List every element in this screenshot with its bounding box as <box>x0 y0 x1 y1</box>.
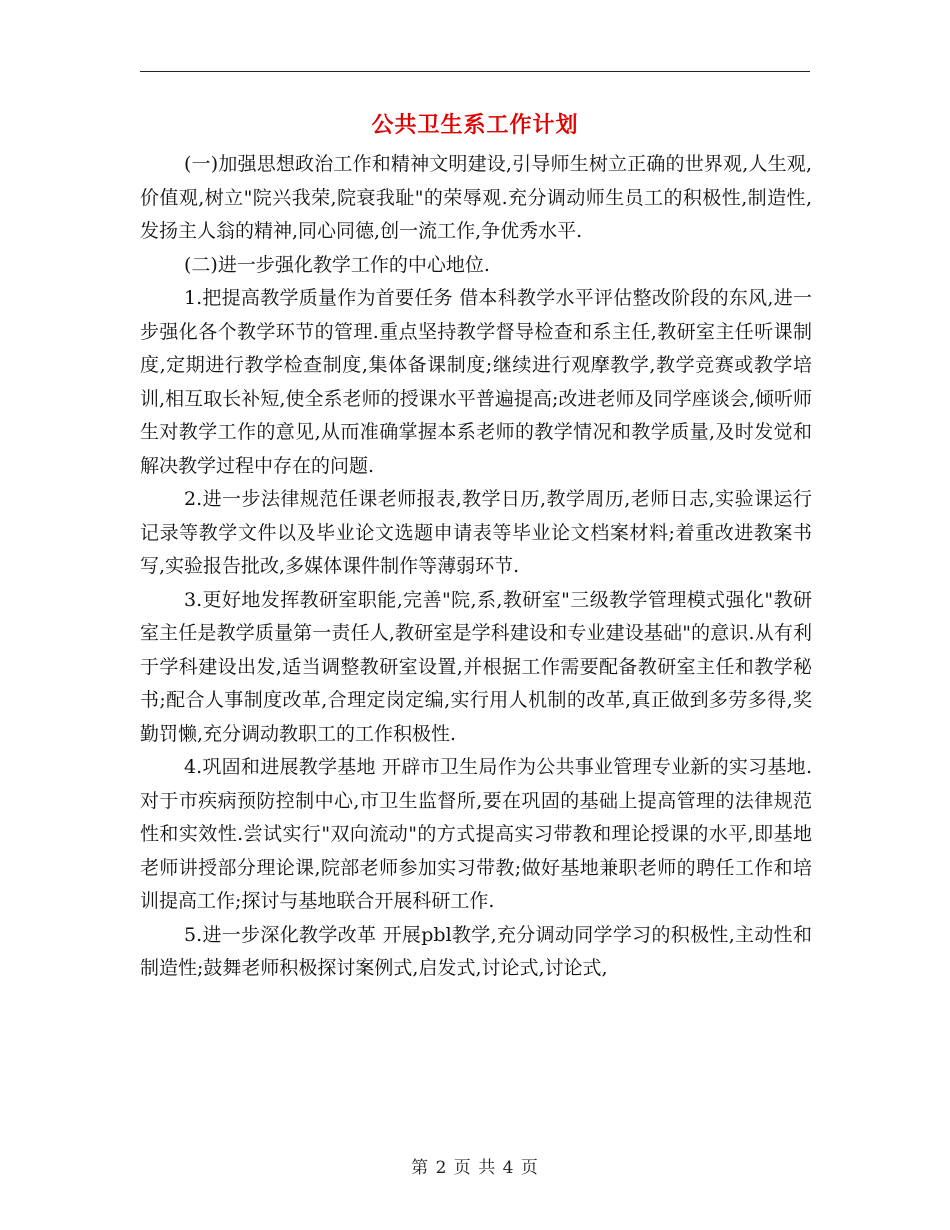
document-body <box>140 148 812 986</box>
paragraph-3: 1.把提高教学质量作为首要任务 借本科教学水平评估整改阶段的东风,进一步强化各个教学环节的管理.重点坚持教学督导检查和系主任,教研室主任听课制度,定期进行教学检查制度,集体备课制度;继续进行观摩教学,教学竞赛或教学培训,相互取长补短,使全系老师的授课水平普遍提高;改进老师及同学座谈会,倾听师生对教学工作的意见,从而准确掌握本系老师的教学情况和教学质量,及时发觉和解决教学过程中存在的问题. <box>140 287 812 477</box>
paragraph-4: 2.进一步法律规范任课老师报表,教学日历,教学周历,老师日志,实验课运行记录等教学文件以及毕业论文选题申请表等毕业论文档案材料;着重改进教案书写,实验报告批改,多媒体课件制作等薄弱环节. <box>140 488 812 577</box>
header-rule <box>140 71 810 72</box>
paragraph-7: 5.进一步深化教学改革 开展pbl教学,充分调动同学学习的积极性,主动性和制造性;鼓舞老师积极探讨案例式,启发式,讨论式,讨论式, <box>140 923 812 979</box>
page-number: 第 2 页 共 4 页 <box>411 1158 539 1178</box>
paragraph-6: 4.巩固和进展教学基地 开辟市卫生局作为公共事业管理专业新的实习基地.对于市疾病预防控制中心,市卫生监督所,要在巩固的基础上提高管理的法律规范性和实效性.尝试实行"双向流动"的方式提高实习带教和理论授课的水平,即基地老师讲授部分理论课,院部老师参加实习带教;做好基地兼职老师的聘任工作和培训提高工作;探讨与基地联合开展科研工作. <box>140 756 812 912</box>
paragraph-1: (一)加强思想政治工作和精神文明建设,引导师生树立正确的世界观,人生观,价值观,树立"院兴我荣,院衰我耻"的荣辱观.充分调动师生员工的积极性,制造性,发扬主人翁的精神,同心同德,创一流工作,争优秀水平. <box>140 153 812 242</box>
document-title: 公共卫生系工作计划 <box>371 113 579 138</box>
paragraph-5: 3.更好地发挥教研室职能,完善"院,系,教研室"三级教学管理模式强化"教研室主任是教学质量第一责任人,教研室是学科建设和专业建设基础"的意识.从有利于学科建设出发,适当调整教研室设置,并根据工作需要配备教研室主任和教学秘书;配合人事制度改革,合理定岗定编,实行用人机制的改革,真正做到多劳多得,奖勤罚懒,充分调动教职工的工作积极性. <box>140 588 812 745</box>
paragraph-2: (二)进一步强化教学工作的中心地位. <box>184 253 490 276</box>
